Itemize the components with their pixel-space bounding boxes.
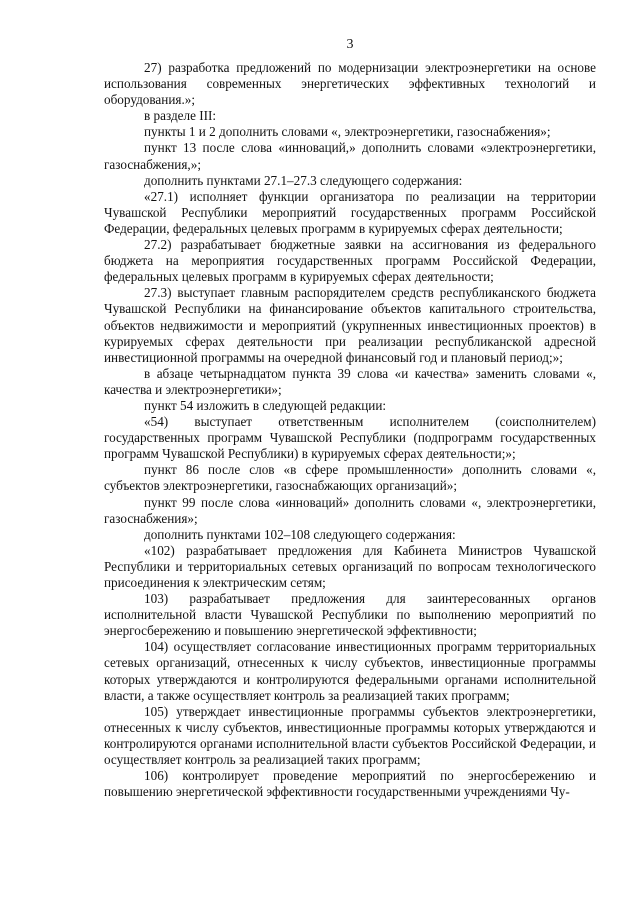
paragraph-13: пункт 99 после слова «инноваций» дополнить словами «, электроэнергетики, газоснабжения»;: [104, 494, 596, 526]
paragraph-9: в абзаце четырнадцатом пункта 39 слова «и качества» заменить словами «, качества и электроэнергетики»;: [104, 365, 596, 397]
paragraph-12: пункт 86 после слов «в сфере промышленности» дополнить словами «, субъектов электроэнергетики, газоснабжающих организаций»;: [104, 462, 596, 494]
paragraph-4: пункт 13 после слова «инноваций,» дополнить словами «электроэнергетики, газоснабжения,»;: [104, 140, 596, 172]
paragraph-8: 27.3) выступает главным распорядителем средств республиканского бюджета Чувашской Республики на финансирование объектов капитального строительства, объектов недвижимости и мероприятий (укрупненных инвестиционных проектов) в курируемых сферах деятельности при реализации республиканской адресной инвестиционной программы на очередной финансовый год и плановый период;»;: [104, 285, 596, 365]
paragraph-11: «54) выступает ответственным исполнителем (соисполнителем) государственных программ Чувашской Республики (подпрограмм государственных программ Чувашской Республики) в курируемых сферах деятельности;»;: [104, 414, 596, 462]
paragraph-19: 106) контролирует проведение мероприятий по энергосбережению и повышению энергетической эффективности государственными учреждениями Чу-: [104, 768, 596, 800]
paragraph-5: дополнить пунктами 27.1–27.3 следующего содержания:: [144, 172, 463, 188]
page-number: 3: [346, 37, 354, 52]
paragraph-2: в разделе III:: [144, 108, 217, 124]
paragraph-17: 104) осуществляет согласование инвестиционных программ территориальных сетевых организаций, отнесенных к числу субъектов, инвестиционные программы которых утверждаются и контролируются федеральными органами исполнительной власти, а также осуществляет контроль за реализацией таких программ;: [104, 639, 596, 703]
paragraph-18: 105) утверждает инвестиционные программы субъектов электроэнергетики, отнесенных к числу субъектов, инвестиционные программы которых утверждаются и контролируются органами исполнительной власти субъектов Российской Федерации, и осуществляет контроль за реализацией таких программ;: [104, 703, 596, 768]
paragraph-3: пункты 1 и 2 дополнить словами «, электроэнергетики, газоснабжения»;: [144, 124, 551, 140]
paragraph-14: дополнить пунктами 102–108 следующего содержания:: [144, 526, 456, 542]
paragraph-15: «102) разрабатывает предложения для Кабинета Министров Чувашской Республики и территориальных сетевых организаций по вопросам технологического присоединения к электрическим сетям;: [104, 542, 596, 590]
paragraph-10: пункт 54 изложить в следующей редакции:: [144, 397, 387, 413]
paragraph-6: «27.1) исполняет функции организатора по реализации на территории Чувашской Республики мероприятий государственных программ Российской Федерации, федеральных целевых программ в курируемых сферах деятельности;: [104, 188, 596, 236]
paragraph-1: 27) разработка предложений по модернизации электроэнергетики на основе использования современных энергетических эффективных технологий и оборудования.»;: [104, 60, 596, 108]
paragraph-16: 103) разрабатывает предложения для заинтересованных органов исполнительной власти Чувашской Республики по выполнению мероприятий по энергосбережению и повышению энергетической эффективности;: [104, 591, 596, 639]
paragraph-7: 27.2) разрабатывает бюджетные заявки на ассигнования из федерального бюджета на мероприятия государственных программ Российской Федерации, федеральных целевых программ в курируемых сферах деятельности;: [104, 237, 596, 285]
